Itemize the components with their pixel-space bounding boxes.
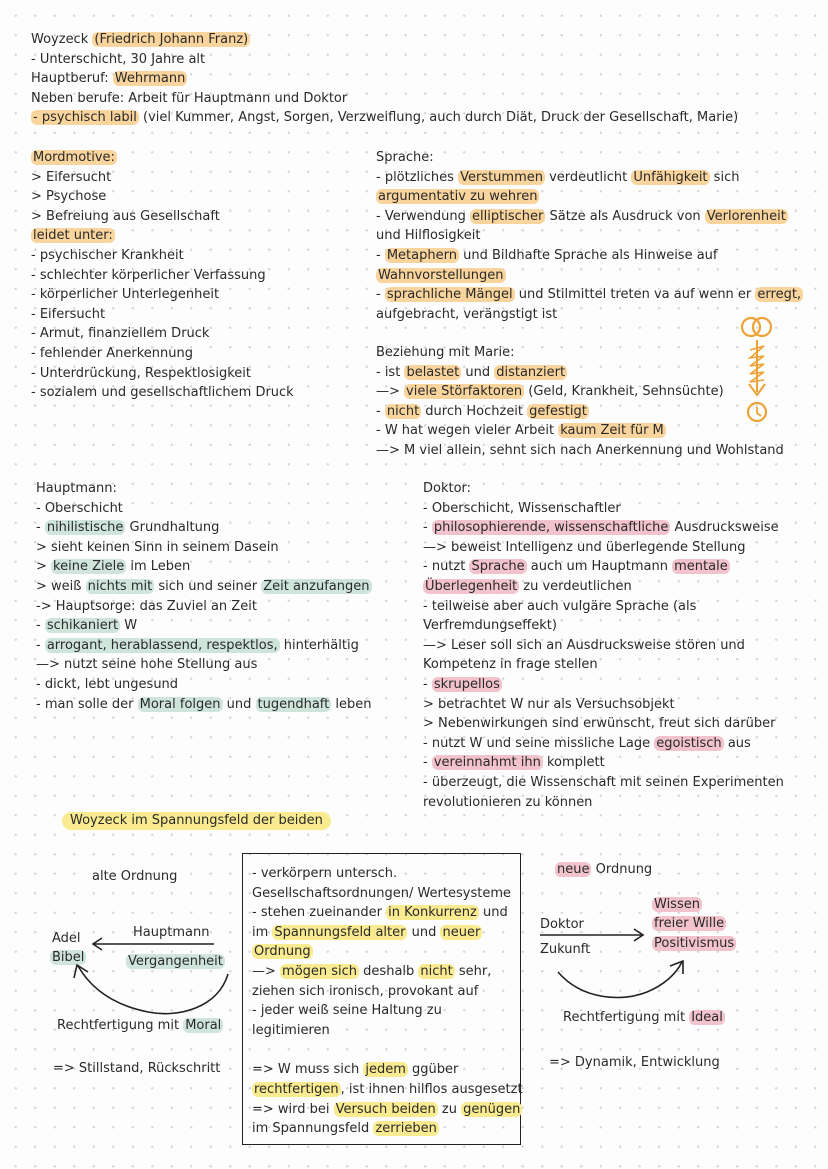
list-item: - sozialem und gesellschaftlichem Druck [31, 385, 294, 401]
text: - dickt, lebt ungesund [36, 676, 179, 692]
list-item: - psychischer Krankheit [31, 247, 184, 263]
highlight: nihilistische [46, 520, 124, 536]
highlight: Unfähigkeit [633, 169, 708, 185]
text: - [423, 520, 432, 536]
text: verdeutlicht [544, 169, 632, 185]
text: - verkörpern untersch. [252, 866, 398, 881]
text: Kompetenz in frage stellen [423, 657, 598, 673]
text: leben [331, 696, 372, 712]
highlight: sprachliche Mängel [386, 287, 513, 303]
highlight: skrupellos [433, 676, 500, 692]
highlight: Sprache [471, 559, 525, 575]
text: —> nutzt seine hohe Stellung aus [36, 657, 258, 673]
list-item: - Unterdrückung, Respektlosigkeit [31, 365, 251, 381]
highlight: nicht [420, 963, 453, 979]
motives-heading: Mordmotive: [33, 150, 115, 165]
text: und Bildhafte Sprache als Hinweise auf [458, 247, 718, 263]
text: - stehen zueinander [252, 905, 387, 921]
text: - Oberschicht [36, 500, 123, 516]
text: -> Hauptsorge: das Zuviel an Zeit [36, 598, 257, 614]
text: Gesellschaftsordnungen/ Wertesysteme [252, 885, 511, 901]
highlight: Verstummen [460, 169, 543, 185]
curved-arrow-right-icon [552, 958, 692, 1002]
text: Ordnung [591, 862, 653, 877]
text: Rechtfertigung mit [57, 1018, 184, 1033]
text: und Stilmittel treten va auf wenn er [514, 287, 756, 303]
text: durch Hochzeit [421, 403, 528, 419]
header-text: (viel Kummer, Angst, Sorgen, Verzweiflung, auch durch Diät, Druck der Gesellschaft, Marie) [138, 110, 739, 126]
text: => W muss sich [252, 1062, 364, 1078]
highlight: jedem [365, 1062, 406, 1078]
highlight: viele Störfaktoren [406, 384, 523, 400]
old-order-heading: alte Ordnung [92, 869, 178, 884]
text: - ist [376, 364, 405, 380]
highlight: - psychisch labil [33, 110, 137, 126]
text: - [36, 520, 45, 536]
highlight: Ideal [691, 1010, 723, 1025]
text: - nutzt W und seine missliche Lage [423, 735, 655, 751]
text: > betrachtet W nur als Versuchsobjekt [423, 696, 675, 712]
text: - [423, 676, 432, 692]
doktor-block [423, 479, 784, 812]
text: - überzeugt, die Wissenschaft mit seinen Experimenten [423, 774, 784, 790]
header-line: Neben berufe: Arbeit für Hauptmann und Doktor [31, 90, 348, 106]
list-item: > Psychose [31, 189, 107, 205]
highlight: Verlorenheit [706, 208, 786, 224]
text: => wird bei [252, 1101, 334, 1117]
text: Ausdrucksweise [670, 520, 779, 536]
curved-arrow-left-icon [68, 960, 238, 1020]
highlight: Versuch beiden [335, 1101, 436, 1117]
hauptmann-block [36, 479, 372, 714]
text: deshalb [359, 963, 419, 979]
text: auch um Hauptmann [526, 559, 673, 575]
highlight: genügen [463, 1101, 521, 1117]
text: und [407, 924, 441, 940]
highlight: Moral folgen [139, 696, 221, 712]
text: und Hilflosigkeit [376, 228, 481, 244]
text: sich [709, 169, 740, 185]
arrow-right-icon [538, 927, 648, 943]
arrow-left-icon [90, 936, 216, 952]
text: —> beweist Intelligenz und überlegende Stellung [423, 539, 746, 555]
wissen-label: Wissen [654, 897, 700, 912]
highlight: neuer [442, 924, 481, 940]
left-justification [57, 1017, 223, 1035]
text: legitimieren [252, 1022, 330, 1038]
suffers-heading: leidet unter: [33, 228, 113, 244]
zukunft-label: Zukunft [540, 942, 591, 957]
header-block [31, 30, 738, 128]
hauptmann-label: Hauptmann [133, 925, 210, 940]
list-item: > Befreiung aus Gesellschaft [31, 208, 220, 224]
highlight: Überlegenheit [425, 578, 518, 594]
right-justification [563, 1009, 725, 1027]
text: sich und seiner [154, 578, 262, 594]
text: - [376, 247, 385, 263]
hauptmann-heading: Hauptmann: [36, 481, 117, 496]
text: - teilweise aber auch vulgäre Sprache (als [423, 598, 697, 614]
text: im Spannungsfeld [252, 1121, 374, 1137]
text: - nutzt [423, 559, 470, 575]
text: —> [252, 963, 281, 979]
highlight: Wehrmann [114, 71, 186, 87]
text: aus [723, 735, 751, 751]
list-item: > Eifersucht [31, 169, 112, 185]
highlight: mentale [674, 559, 728, 575]
highlight: nicht [386, 403, 420, 419]
highlight: neue [557, 862, 590, 877]
adel-label: Adel [52, 931, 81, 946]
text: komplett [542, 755, 605, 771]
highlight: Metaphern [386, 247, 457, 263]
spacer [252, 1040, 520, 1060]
text: —> M viel allein, sehnt sich nach Anerkennung und Wohlstand [376, 442, 784, 458]
motives-block [31, 148, 294, 403]
tension-title: Woyzeck im Spannungsfeld der beiden [62, 812, 331, 830]
freier-wille-label: freier Wille [654, 916, 725, 931]
text: und [478, 905, 508, 921]
header-text: Hauptberuf: [31, 71, 113, 87]
list-item: - fehlender Anerkennung [31, 345, 193, 361]
rings-doodle-icon [738, 312, 783, 432]
text: > sieht keinen Sinn in seinem Dasein [36, 539, 279, 555]
text: W [120, 618, 138, 634]
highlight: Zeit anzufangen [263, 578, 370, 594]
list-item: - Armut, finanziellem Druck [31, 326, 210, 342]
text: sehr, [454, 963, 492, 979]
vergangenheit-label: Vergangenheit [128, 954, 223, 969]
text: - W hat wegen vieler Arbeit [376, 423, 559, 439]
highlight: schikaniert [46, 618, 119, 634]
list-item: - Eifersucht [31, 306, 106, 322]
sprache-heading: Sprache: [376, 150, 434, 165]
text: Verfremdungseffekt) [423, 618, 557, 634]
text: - [36, 637, 45, 653]
title-name: Woyzeck [31, 32, 93, 47]
text: - Oberschicht, Wissenschaftler [423, 500, 621, 516]
highlight: nichts mit [87, 578, 153, 594]
highlight: erregt, [757, 287, 802, 303]
text: > [36, 559, 52, 575]
marie-block [376, 343, 784, 461]
text: - [423, 755, 432, 771]
text: im Leben [126, 559, 191, 575]
text: zu [437, 1101, 462, 1117]
text: - [376, 403, 385, 419]
text: und [222, 696, 256, 712]
highlight: vereinnahmt ihn [433, 755, 541, 771]
highlight: elliptischer [472, 208, 544, 224]
text: —> Leser soll sich an Ausdrucksweise stören und [423, 637, 745, 653]
right-result: => Dynamik, Entwicklung [549, 1055, 720, 1070]
text: und [461, 364, 495, 380]
highlight: Wahnvorstellungen [378, 267, 504, 283]
text: (Geld, Krankheit, Sehnsüchte) [524, 384, 724, 400]
highlight: tugendhaft [257, 696, 330, 712]
highlight: in Konkurrenz [388, 905, 477, 921]
doktor-label: Doktor [540, 917, 584, 932]
highlight: zerrieben [375, 1121, 437, 1137]
text: ggüber [407, 1062, 459, 1078]
highlight: keine Ziele [53, 559, 125, 575]
new-order-heading [555, 861, 652, 879]
highlight: distanziert [496, 364, 566, 380]
bibel-label: Bibel [52, 950, 85, 965]
text: Rechtfertigung mit [563, 1010, 690, 1025]
list-item: - körperlicher Unterlegenheit [31, 287, 220, 303]
doktor-heading: Doktor: [423, 481, 472, 496]
text: —> [376, 384, 405, 400]
text: zu verdeutlichen [519, 578, 632, 594]
text: - [36, 618, 45, 634]
highlight: belastet [406, 364, 460, 380]
tension-box [242, 853, 521, 1145]
sprache-block [376, 148, 803, 324]
text: im [252, 924, 273, 940]
text: - plötzliches [376, 169, 459, 185]
text: , ist ihnen hilflos ausgesetzt [340, 1081, 523, 1097]
highlight: arrogant, herablassend, respektlos, [46, 637, 278, 653]
highlight: argumentativ zu wehren [378, 189, 538, 205]
text: > Nebenwirkungen sind erwünscht, freut sich darüber [423, 716, 776, 732]
highlight: mögen sich [282, 963, 358, 979]
highlight: philosophierende, wissenschaftliche [433, 520, 669, 536]
highlight: Ordnung [254, 944, 311, 960]
text: > weiß [36, 578, 86, 594]
text: aufgebracht, verängstigt ist [376, 306, 558, 322]
text: - man solle der [36, 696, 138, 712]
marie-heading: Beziehung mit Marie: [376, 345, 515, 360]
highlight: Spannungsfeld alter [274, 924, 406, 940]
highlight: rechtfertigen [254, 1081, 339, 1097]
text: revolutionieren zu können [423, 794, 593, 810]
highlight: egoistisch [656, 735, 722, 751]
list-item: - schlechter körperlicher Verfassung [31, 267, 266, 283]
highlight: gefestigt [529, 403, 587, 419]
text: Sätze als Ausdruck von [545, 208, 705, 224]
text: - [376, 287, 385, 303]
left-result: => Stillstand, Rückschritt [53, 1061, 221, 1076]
text: - jeder weiß seine Haltung zu [252, 1003, 442, 1019]
text: hinterhältig [279, 637, 359, 653]
highlight: Moral [185, 1018, 222, 1033]
positivismus-label: Positivismus [654, 936, 735, 951]
highlight: kaum Zeit für M [560, 423, 664, 439]
full-name-highlight: (Friedrich Johann Franz) [94, 32, 249, 47]
text: ziehen sich ironisch, provokant auf [252, 983, 479, 999]
header-line: - Unterschicht, 30 Jahre alt [31, 51, 206, 67]
text: Grundhaltung [125, 520, 220, 536]
text: - Verwendung [376, 208, 471, 224]
